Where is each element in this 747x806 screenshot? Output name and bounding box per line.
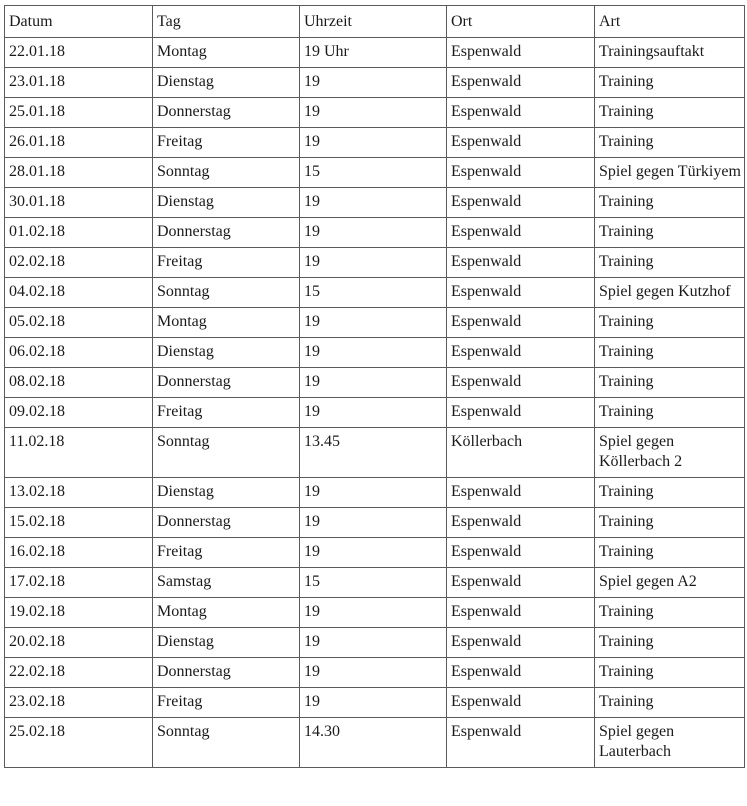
table-row xyxy=(5,538,745,568)
cell-ort: Espenwald xyxy=(447,38,595,68)
header-datum: Datum xyxy=(5,6,153,38)
cell-datum: 22.01.18 xyxy=(5,38,153,68)
table-row xyxy=(5,598,745,628)
cell-datum: 11.02.18 xyxy=(5,428,153,478)
cell-art: Training xyxy=(595,248,745,278)
cell-ort: Espenwald xyxy=(447,338,595,368)
cell-ort: Espenwald xyxy=(447,68,595,98)
table-row xyxy=(5,368,745,398)
cell-tag: Donnerstag xyxy=(153,98,300,128)
cell-uhrzeit: 19 xyxy=(300,598,447,628)
cell-ort: Espenwald xyxy=(447,368,595,398)
cell-tag: Dienstag xyxy=(153,188,300,218)
cell-art: Spiel gegen Lauterbach xyxy=(595,718,745,768)
cell-art: Training xyxy=(595,598,745,628)
cell-ort: Espenwald xyxy=(447,628,595,658)
cell-uhrzeit: 15 xyxy=(300,568,447,598)
cell-uhrzeit: 19 xyxy=(300,98,447,128)
cell-uhrzeit: 14.30 xyxy=(300,718,447,768)
cell-art: Training xyxy=(595,628,745,658)
cell-datum: 30.01.18 xyxy=(5,188,153,218)
cell-datum: 13.02.18 xyxy=(5,478,153,508)
cell-tag: Donnerstag xyxy=(153,218,300,248)
cell-ort: Espenwald xyxy=(447,128,595,158)
cell-datum: 26.01.18 xyxy=(5,128,153,158)
cell-tag: Freitag xyxy=(153,688,300,718)
cell-art: Training xyxy=(595,128,745,158)
cell-uhrzeit: 19 Uhr xyxy=(300,38,447,68)
cell-uhrzeit: 19 xyxy=(300,218,447,248)
cell-tag: Montag xyxy=(153,308,300,338)
cell-tag: Dienstag xyxy=(153,338,300,368)
cell-tag: Sonntag xyxy=(153,158,300,188)
cell-tag: Freitag xyxy=(153,128,300,158)
cell-datum: 23.01.18 xyxy=(5,68,153,98)
cell-art: Trainingsauftakt xyxy=(595,38,745,68)
cell-art: Training xyxy=(595,218,745,248)
table-row xyxy=(5,338,745,368)
header-ort: Ort xyxy=(447,6,595,38)
cell-datum: 25.01.18 xyxy=(5,98,153,128)
cell-tag: Donnerstag xyxy=(153,658,300,688)
table-row xyxy=(5,478,745,508)
cell-tag: Dienstag xyxy=(153,628,300,658)
cell-uhrzeit: 15 xyxy=(300,278,447,308)
cell-ort: Espenwald xyxy=(447,248,595,278)
cell-ort: Espenwald xyxy=(447,158,595,188)
cell-tag: Freitag xyxy=(153,398,300,428)
cell-uhrzeit: 19 xyxy=(300,368,447,398)
cell-uhrzeit: 15 xyxy=(300,158,447,188)
cell-uhrzeit: 19 xyxy=(300,658,447,688)
cell-uhrzeit: 19 xyxy=(300,308,447,338)
cell-art: Training xyxy=(595,688,745,718)
cell-uhrzeit: 19 xyxy=(300,538,447,568)
cell-tag: Freitag xyxy=(153,538,300,568)
cell-ort: Espenwald xyxy=(447,508,595,538)
cell-tag: Montag xyxy=(153,598,300,628)
cell-ort: Espenwald xyxy=(447,718,595,768)
cell-art: Spiel gegen Kutzhof xyxy=(595,278,745,308)
cell-ort: Espenwald xyxy=(447,658,595,688)
cell-uhrzeit: 19 xyxy=(300,338,447,368)
header-tag: Tag xyxy=(153,6,300,38)
cell-tag: Sonntag xyxy=(153,278,300,308)
table-row xyxy=(5,278,745,308)
cell-art: Training xyxy=(595,308,745,338)
cell-ort: Espenwald xyxy=(447,478,595,508)
cell-datum: 15.02.18 xyxy=(5,508,153,538)
cell-art: Training xyxy=(595,368,745,398)
cell-art: Training xyxy=(595,98,745,128)
cell-datum: 19.02.18 xyxy=(5,598,153,628)
cell-datum: 17.02.18 xyxy=(5,568,153,598)
cell-tag: Dienstag xyxy=(153,478,300,508)
cell-datum: 22.02.18 xyxy=(5,658,153,688)
cell-art: Spiel gegen Türkiyem xyxy=(595,158,745,188)
cell-art: Training xyxy=(595,398,745,428)
table-row xyxy=(5,628,745,658)
cell-ort: Espenwald xyxy=(447,188,595,218)
table-row xyxy=(5,568,745,598)
cell-tag: Sonntag xyxy=(153,428,300,478)
cell-art: Training xyxy=(595,338,745,368)
cell-uhrzeit: 19 xyxy=(300,688,447,718)
cell-tag: Sonntag xyxy=(153,718,300,768)
cell-art: Training xyxy=(595,68,745,98)
cell-ort: Espenwald xyxy=(447,688,595,718)
cell-tag: Dienstag xyxy=(153,68,300,98)
cell-art: Training xyxy=(595,538,745,568)
cell-datum: 02.02.18 xyxy=(5,248,153,278)
table-row xyxy=(5,688,745,718)
table-row xyxy=(5,68,745,98)
cell-ort: Espenwald xyxy=(447,568,595,598)
cell-datum: 05.02.18 xyxy=(5,308,153,338)
table-row xyxy=(5,308,745,338)
cell-datum: 25.02.18 xyxy=(5,718,153,768)
cell-datum: 28.01.18 xyxy=(5,158,153,188)
cell-uhrzeit: 19 xyxy=(300,68,447,98)
cell-ort: Espenwald xyxy=(447,398,595,428)
cell-art: Training xyxy=(595,188,745,218)
cell-uhrzeit: 19 xyxy=(300,478,447,508)
cell-ort: Espenwald xyxy=(447,98,595,128)
schedule-container xyxy=(4,5,745,768)
table-row xyxy=(5,38,745,68)
table-row xyxy=(5,158,745,188)
table-row xyxy=(5,128,745,158)
cell-uhrzeit: 19 xyxy=(300,188,447,218)
cell-datum: 16.02.18 xyxy=(5,538,153,568)
table-row xyxy=(5,428,745,478)
header-uhrzeit: Uhrzeit xyxy=(300,6,447,38)
cell-uhrzeit: 19 xyxy=(300,398,447,428)
cell-datum: 01.02.18 xyxy=(5,218,153,248)
cell-ort: Köllerbach xyxy=(447,428,595,478)
cell-art: Spiel gegen A2 xyxy=(595,568,745,598)
cell-ort: Espenwald xyxy=(447,538,595,568)
header-art: Art xyxy=(595,6,745,38)
table-row xyxy=(5,508,745,538)
cell-art: Spiel gegen Köllerbach 2 xyxy=(595,428,745,478)
schedule-table xyxy=(4,5,745,768)
cell-art: Training xyxy=(595,508,745,538)
table-row xyxy=(5,188,745,218)
cell-ort: Espenwald xyxy=(447,278,595,308)
cell-uhrzeit: 19 xyxy=(300,128,447,158)
cell-tag: Donnerstag xyxy=(153,368,300,398)
cell-datum: 20.02.18 xyxy=(5,628,153,658)
cell-tag: Donnerstag xyxy=(153,508,300,538)
cell-uhrzeit: 19 xyxy=(300,628,447,658)
cell-datum: 04.02.18 xyxy=(5,278,153,308)
cell-tag: Freitag xyxy=(153,248,300,278)
cell-art: Training xyxy=(595,478,745,508)
cell-uhrzeit: 19 xyxy=(300,248,447,278)
cell-ort: Espenwald xyxy=(447,218,595,248)
cell-ort: Espenwald xyxy=(447,308,595,338)
cell-ort: Espenwald xyxy=(447,598,595,628)
table-row xyxy=(5,218,745,248)
cell-datum: 09.02.18 xyxy=(5,398,153,428)
table-row xyxy=(5,98,745,128)
cell-datum: 08.02.18 xyxy=(5,368,153,398)
cell-uhrzeit: 19 xyxy=(300,508,447,538)
table-header-row xyxy=(5,6,745,38)
table-row xyxy=(5,248,745,278)
cell-art: Training xyxy=(595,658,745,688)
table-row xyxy=(5,718,745,768)
cell-tag: Montag xyxy=(153,38,300,68)
table-row xyxy=(5,658,745,688)
cell-uhrzeit: 13.45 xyxy=(300,428,447,478)
cell-tag: Samstag xyxy=(153,568,300,598)
table-body xyxy=(5,38,745,768)
cell-datum: 06.02.18 xyxy=(5,338,153,368)
cell-datum: 23.02.18 xyxy=(5,688,153,718)
table-row xyxy=(5,398,745,428)
